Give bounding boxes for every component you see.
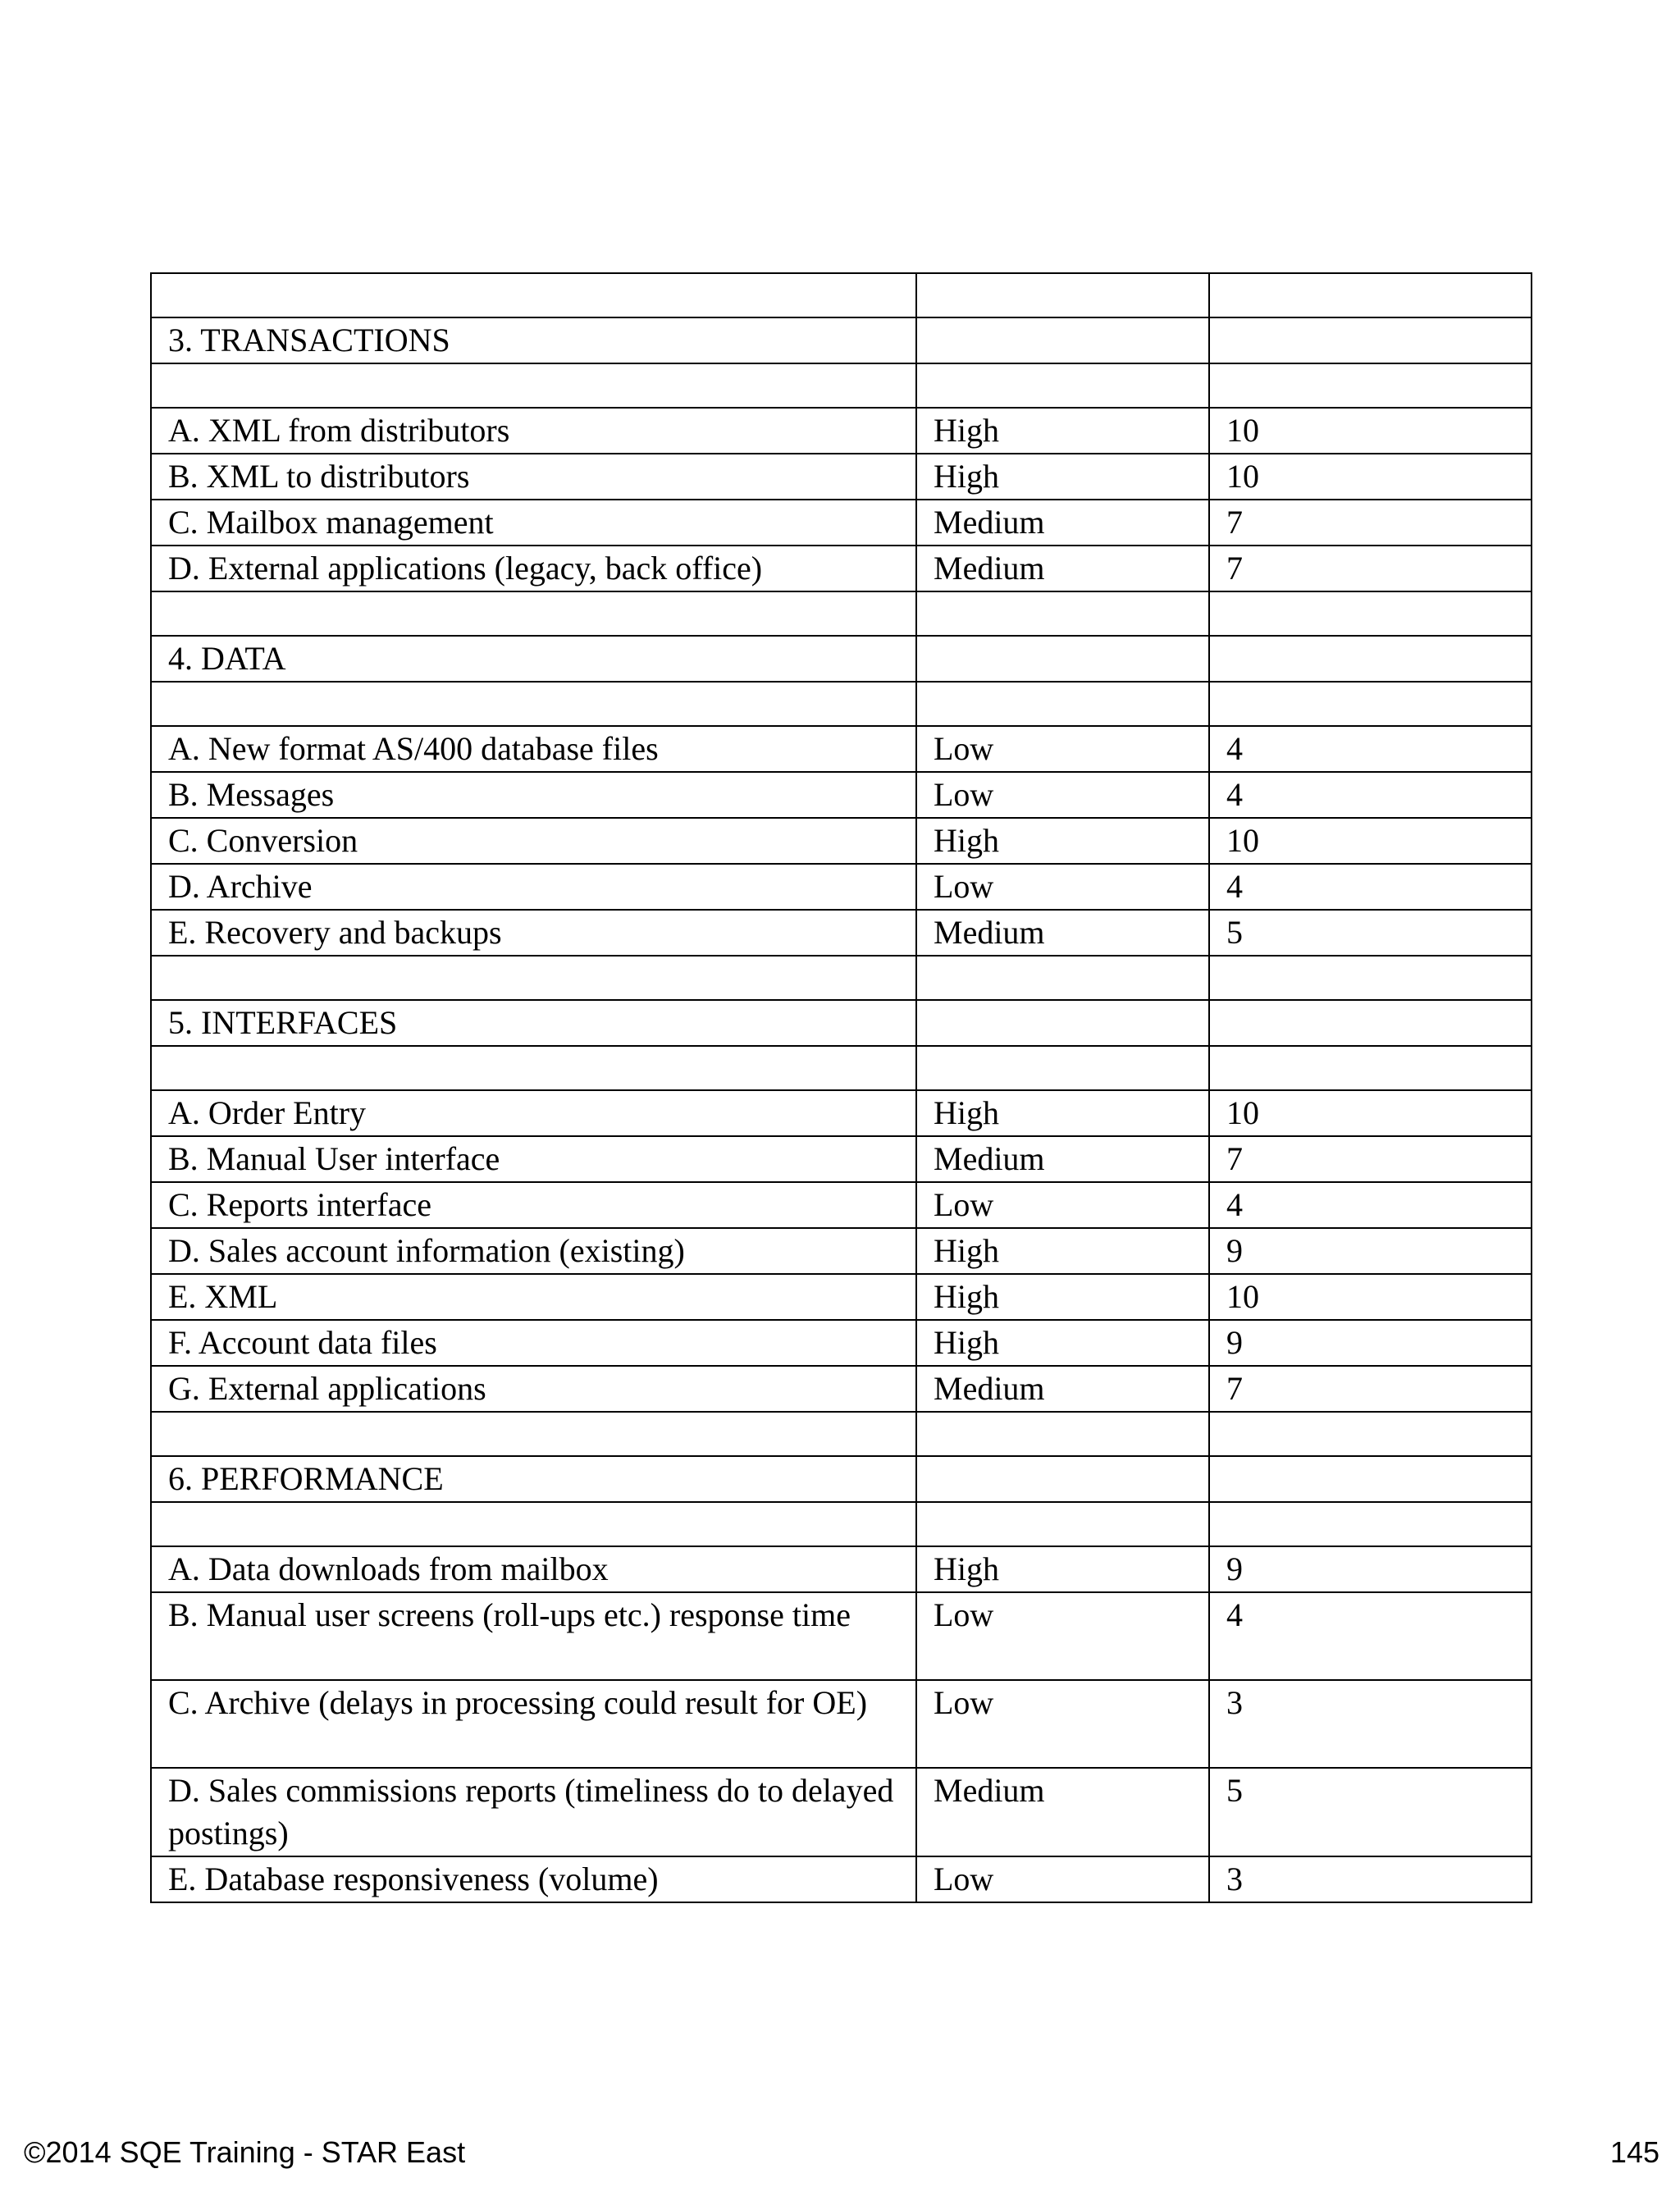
table-cell-item: B. Manual User interface [151,1136,916,1182]
section-header-row [151,317,1532,363]
table-cell-score: 7 [1209,1136,1532,1182]
table-cell-item [151,682,916,726]
table-row [151,454,1532,500]
table-row [151,408,1532,454]
table-row [151,1320,1532,1366]
table-row [151,1412,1532,1456]
table-cell-priority: Medium [916,500,1209,546]
table-cell-priority: Medium [916,546,1209,591]
table-row [151,273,1532,317]
table-cell-score [1209,273,1532,317]
table-cell-item: A. New format AS/400 database files [151,726,916,772]
table-cell-score: 10 [1209,1090,1532,1136]
table-row [151,1366,1532,1412]
table-row [151,726,1532,772]
table-cell-item: A. Order Entry [151,1090,916,1136]
section-header-row [151,1456,1532,1502]
table-cell-item: 4. DATA [151,636,916,682]
table-cell-priority: Low [916,1680,1209,1768]
table-row [151,500,1532,546]
table-row [151,772,1532,818]
table-cell-item [151,591,916,636]
table-row [151,1680,1532,1768]
table-cell-score: 7 [1209,500,1532,546]
table-cell-priority: Low [916,864,1209,910]
table-cell-score: 7 [1209,546,1532,591]
table-cell-item: A. XML from distributors [151,408,916,454]
table-row [151,864,1532,910]
table-cell-priority: Medium [916,1136,1209,1182]
table-cell-priority [916,363,1209,408]
table-cell-item: D. Sales commissions reports (timeliness do to delayed postings) [151,1768,916,1856]
table-cell-priority: High [916,818,1209,864]
table-cell-priority [916,273,1209,317]
table-cell-item [151,273,916,317]
table-cell-priority: High [916,1546,1209,1592]
table-cell-priority: Low [916,726,1209,772]
table-cell-score: 4 [1209,1592,1532,1680]
table-cell-score: 4 [1209,1182,1532,1228]
table-cell-score: 3 [1209,1856,1532,1902]
table-cell-item [151,1046,916,1090]
table-cell-item: 6. PERFORMANCE [151,1456,916,1502]
table-cell-item [151,956,916,1000]
page-number: 145 [1609,2135,1659,2169]
table-cell-item: E. XML [151,1274,916,1320]
table-cell-priority [916,1046,1209,1090]
table-row [151,1274,1532,1320]
table-cell-score [1209,317,1532,363]
table-cell-item: B. XML to distributors [151,454,916,500]
table-cell-score: 4 [1209,864,1532,910]
table-cell-priority: High [916,1228,1209,1274]
table-cell-priority: Medium [916,1768,1209,1856]
table-cell-score: 10 [1209,818,1532,864]
table-cell-item: F. Account data files [151,1320,916,1366]
table-cell-item [151,1412,916,1456]
table-row [151,682,1532,726]
risk-table-body [151,273,1532,1902]
table-row [151,1546,1532,1592]
table-cell-priority [916,1456,1209,1502]
table-cell-score: 5 [1209,910,1532,956]
table-cell-score: 7 [1209,1366,1532,1412]
table-cell-score [1209,636,1532,682]
table-cell-priority [916,1412,1209,1456]
table-cell-score: 10 [1209,408,1532,454]
table-row [151,1228,1532,1274]
table-row [151,546,1532,591]
table-cell-priority: Low [916,772,1209,818]
table-cell-item: A. Data downloads from mailbox [151,1546,916,1592]
table-cell-priority: Low [916,1856,1209,1902]
table-row [151,363,1532,408]
table-cell-score [1209,682,1532,726]
footer-copyright: ©2014 SQE Training - STAR East [24,2135,466,2169]
table-cell-priority [916,956,1209,1000]
table-cell-priority: High [916,1090,1209,1136]
table-row [151,1502,1532,1546]
section-header-row [151,1000,1532,1046]
table-cell-item [151,1502,916,1546]
table-cell-score [1209,1000,1532,1046]
table-cell-priority [916,317,1209,363]
table-cell-score: 5 [1209,1768,1532,1856]
table-cell-priority: High [916,1274,1209,1320]
table-cell-priority [916,591,1209,636]
table-cell-score: 4 [1209,726,1532,772]
table-cell-score [1209,1046,1532,1090]
table-row [151,1856,1532,1902]
table-cell-item: C. Mailbox management [151,500,916,546]
table-cell-score: 9 [1209,1320,1532,1366]
table-cell-score [1209,956,1532,1000]
table-row [151,1136,1532,1182]
table-row [151,956,1532,1000]
table-cell-score [1209,363,1532,408]
table-cell-item: C. Conversion [151,818,916,864]
table-row [151,1090,1532,1136]
table-cell-item: 5. INTERFACES [151,1000,916,1046]
table-cell-score [1209,1502,1532,1546]
table-row [151,591,1532,636]
table-row [151,818,1532,864]
table-cell-score: 3 [1209,1680,1532,1768]
table-cell-score: 10 [1209,1274,1532,1320]
table-cell-priority: High [916,408,1209,454]
table-cell-item: E. Recovery and backups [151,910,916,956]
table-cell-item [151,363,916,408]
table-cell-priority [916,1000,1209,1046]
table-cell-score [1209,1456,1532,1502]
table-cell-item: D. External applications (legacy, back office) [151,546,916,591]
table-cell-score: 9 [1209,1546,1532,1592]
table-cell-priority [916,636,1209,682]
table-row [151,1182,1532,1228]
table-cell-score: 9 [1209,1228,1532,1274]
table-cell-score: 10 [1209,454,1532,500]
table-cell-item: D. Archive [151,864,916,910]
table-cell-item: B. Manual user screens (roll-ups etc.) response time [151,1592,916,1680]
table-row [151,1592,1532,1680]
table-cell-priority [916,1502,1209,1546]
table-cell-priority: Low [916,1592,1209,1680]
table-cell-priority: Medium [916,910,1209,956]
table-cell-score [1209,1412,1532,1456]
table-row [151,1768,1532,1856]
table-cell-priority [916,682,1209,726]
table-cell-score [1209,591,1532,636]
section-header-row [151,636,1532,682]
table-cell-priority: High [916,1320,1209,1366]
table-row [151,1046,1532,1090]
table-cell-priority: High [916,454,1209,500]
table-cell-item: B. Messages [151,772,916,818]
table-cell-item: 3. TRANSACTIONS [151,317,916,363]
risk-table [150,272,1532,1903]
table-cell-score: 4 [1209,772,1532,818]
table-cell-priority: Low [916,1182,1209,1228]
table-row [151,910,1532,956]
table-cell-item: D. Sales account information (existing) [151,1228,916,1274]
table-cell-priority: Medium [916,1366,1209,1412]
table-cell-item: C. Reports interface [151,1182,916,1228]
table-cell-item: E. Database responsiveness (volume) [151,1856,916,1902]
table-cell-item: G. External applications [151,1366,916,1412]
table-cell-item: C. Archive (delays in processing could result for OE) [151,1680,916,1768]
